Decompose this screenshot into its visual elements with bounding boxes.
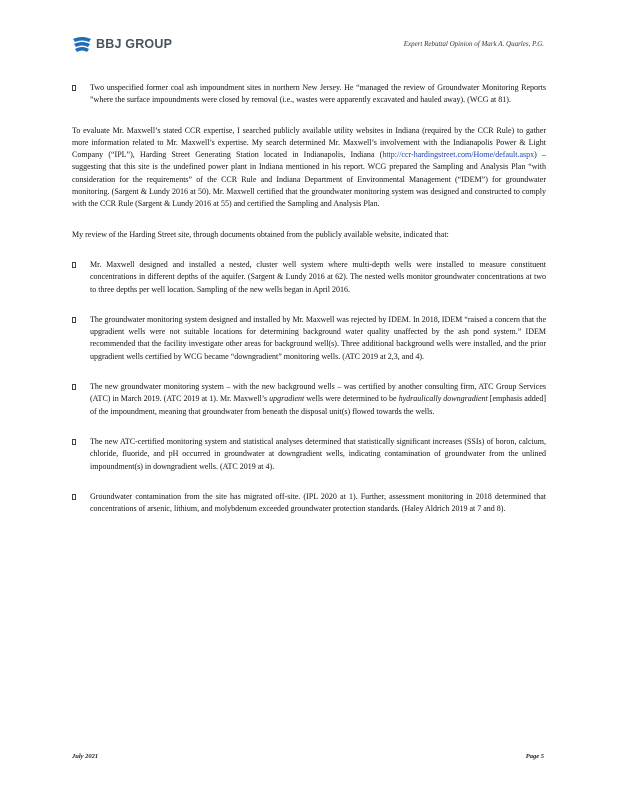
bullet-text: Groundwater contamination from the site has migrated off-site. (IPL 2020 at 1). Further, assessment monitoring in 2018 determined that concentrations of arsenic, lithium, and molybdenum exceeded groundwater protection standards. (Haley Aldrich 2019 at 7 and 8). [90,491,546,514]
bullet-text: The groundwater monitoring system designed and installed by Mr. Maxwell was rejected by IDEM. In 2018, IDEM “raised a concern that the upgradient wells were not suitable locations for determining background water quality unaffected by the ash pond system.” IDEM recommended that the facility investigate other areas for background well(s). Three additional background wells were installed, and the prior upgradient wells certified by WCG became “downgradient” monitoring wells. (ATC 2019 at 2,3, and 4). [90,314,546,361]
bullet-marker-icon [72,317,76,323]
paragraph-text: My review of the Harding Street site, through documents obtained from the publicly available website, indicated that: [72,229,449,239]
bullet-item [72,82,546,107]
bullet-text-part: wells were determined to be [304,394,399,404]
footer-date: July 2021 [72,753,99,760]
bullet-marker-icon [72,85,76,91]
logo-text: BBJ GROUP [96,37,173,51]
emphasis-hydraulically-downgradient: hydraulically downgradient [398,394,488,404]
document-body [72,82,546,533]
footer-page-number: Page 5 [525,753,544,760]
bullet-item [72,491,546,516]
bullet-item [72,314,546,363]
bullet-text: Two unspecified former coal ash impoundment sites in northern New Jersey. He “managed the review of Groundwater Monitoring Reports ”where the surface impoundments were closed by removal (i.e., wastes were apparently excavated and hauled away). (WCG at 81). [90,83,546,105]
header-title: Expert Rebuttal Opinion of Mark A. Quarles, P.G. [403,40,544,48]
paragraph [72,125,546,211]
bbj-logo [72,34,172,54]
bullet-marker-icon [72,439,76,445]
bullet-marker-icon [72,494,76,500]
emphasis-upgradient: upgradient [269,394,305,404]
bullet-item [72,381,546,418]
bullet-marker-icon [72,384,76,390]
bullet-text: Mr. Maxwell designed and installed a nested, cluster well system where multi-depth wells were installed to measure constituent concentrations in different depths of the aquifer. (Sargent & Lundy 2016 at 62). The nested wells monitor groundwater concentrations at two to three depths per well location. Sampling of the new wells began in April 2016. [90,259,546,294]
bullet-text-part: [emphasis added] of the impoundment, meaning that groundwater from beneath the disposal unit(s) flowed towards the wells. [90,394,547,416]
bullet-marker-icon [72,262,76,268]
bullet-item [72,436,546,473]
paragraph [72,229,546,241]
bullet-item [72,259,546,296]
bullet-text: The new ATC-certified monitoring system and statistical analyses determined that statistically significant increases (SSIs) of boron, calcium, chloride, fluoride, and pH occurred in groundwater at downgradient wells, indicating contamination of groundwater from the unlined impoundment(s) in downgradient wells. (ATC 2019 at 4). [90,436,546,471]
paragraph-text-continued: ) – suggesting that this site is the undefined power plant in Indiana mentioned in his report. WCG prepared the Sampling and Analysis Plan “with consideration for the requirements” of the CCR Rule and Indiana Department of Environmental Management (“IDEM”) for groundwater monitoring. (Sargent & Lundy 2016 at 50). Mr. Maxwell certified that the groundwater monitoring system was designed and constructed to comply with the CCR Rule (Sargent & Lundy 2016 at 55) and certified the Sampling and Analysis Plan. [72,150,547,209]
paragraph-text: To evaluate Mr. Maxwell’s stated CCR expertise, I searched publicly available utility websites in Indiana (required by the CCR Rule) to gather more information related to Mr. Maxwell’s expertise. My search determined Mr. Maxwell’s involvement with the Indianapolis Power & Light Company (“IPL”), Harding Street Generating Station located in Indianapolis, Indiana ( [72,125,546,160]
harding-street-link[interactable]: http://ccr-hardingstreet.com/Home/default.aspx [382,150,535,160]
bullet-text-part: The new groundwater monitoring system – with the new background wells – was certified by another consulting firm, ATC Group Services (ATC) in March 2019. (ATC 2019 at 1). Mr. Maxwell’s [90,382,546,404]
bbj-logo-icon [72,35,92,53]
